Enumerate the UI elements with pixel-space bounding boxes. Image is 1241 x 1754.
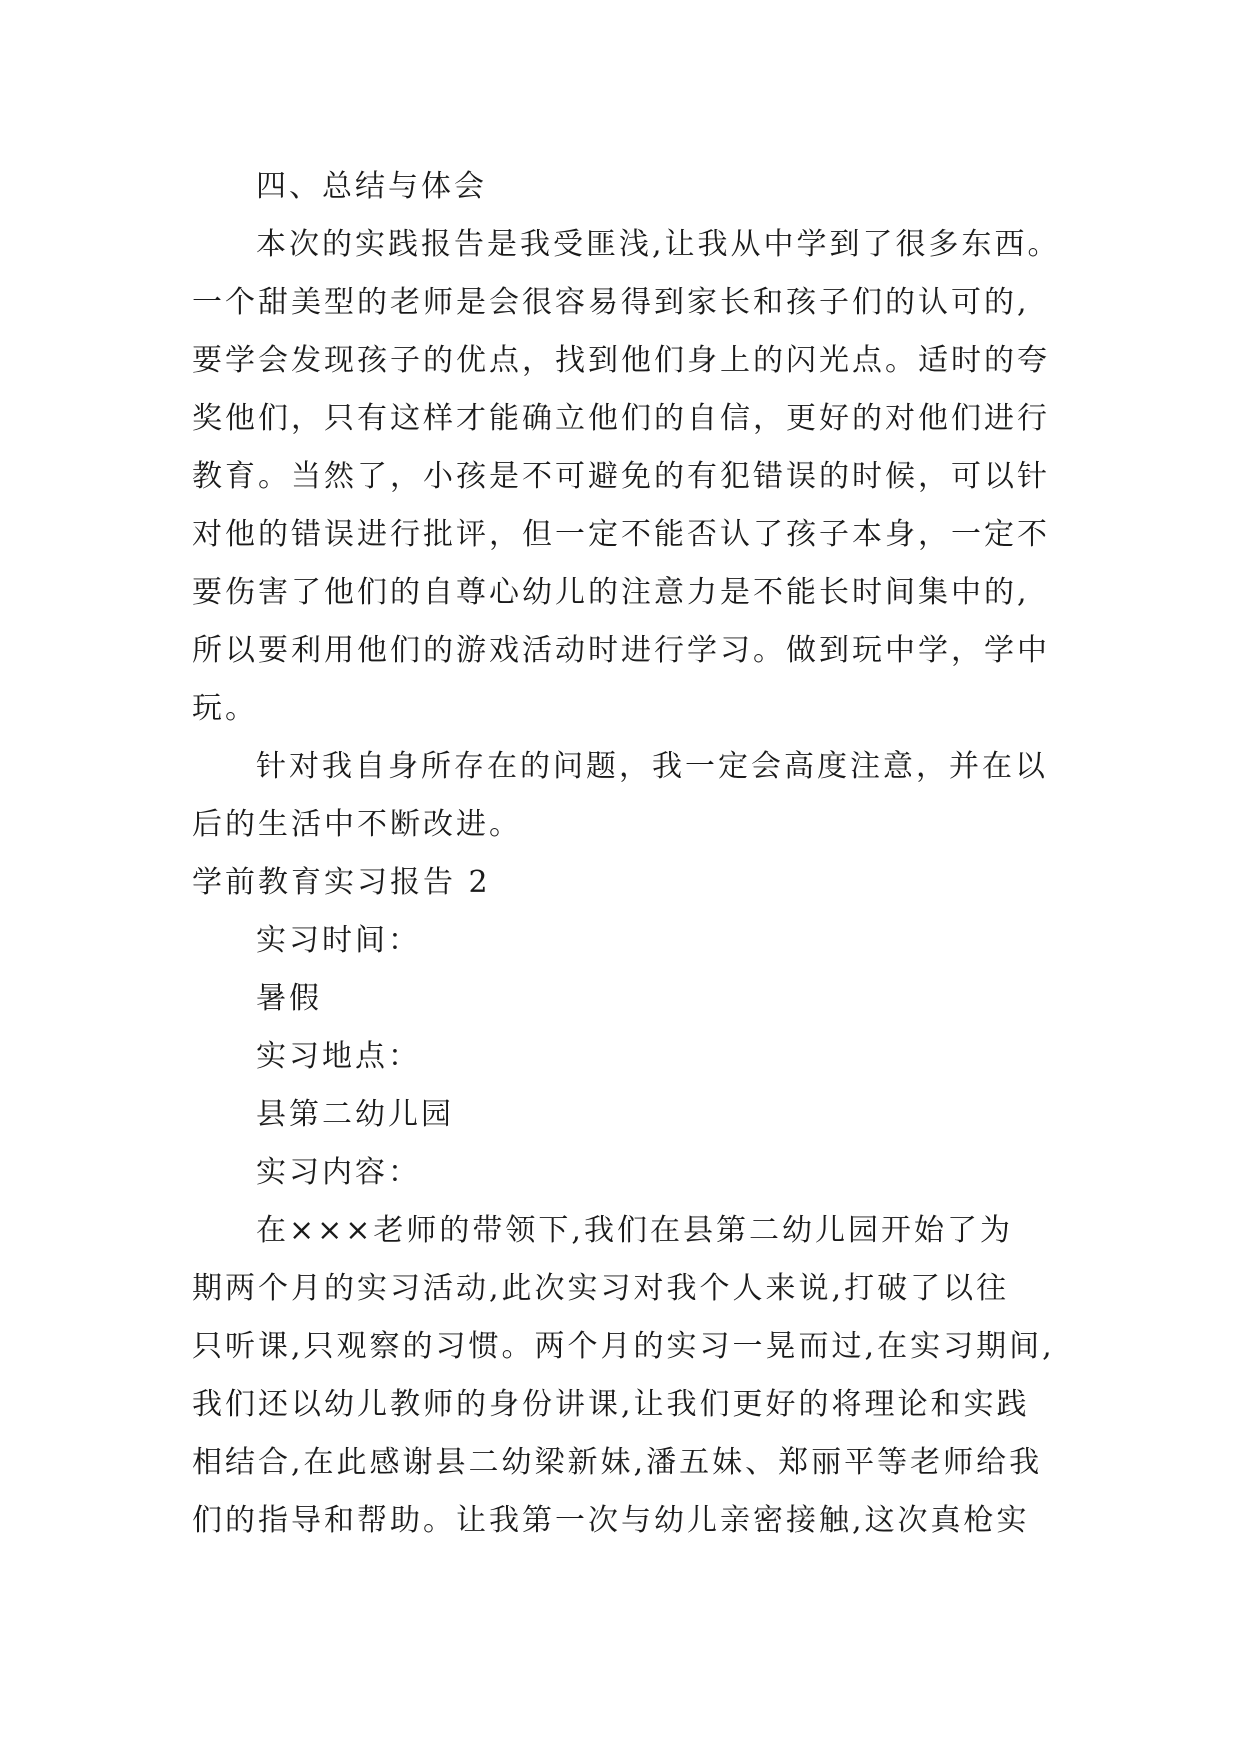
paragraph-line: 所以要利用他们的游戏活动时进行学习。做到玩中学，学中: [192, 633, 1050, 668]
paragraph-line: 教育。当然了，小孩是不可避免的有犯错误的时候，可以针: [192, 459, 1050, 494]
field-value-location: 县第二幼儿园: [256, 1097, 454, 1132]
document-body: [192, 158, 1062, 1550]
paragraph-line: 本次的实践报告是我受匪浅,让我从中学到了很多东西。: [256, 227, 1061, 262]
field-label-content: 实习内容：: [256, 1155, 421, 1190]
paragraph-line: 相结合,在此感谢县二幼梁新妹,潘五妹、郑丽平等老师给我: [192, 1445, 1043, 1480]
paragraph-line: 我们还以幼儿教师的身份讲课,让我们更好的将理论和实践: [192, 1387, 1030, 1422]
paragraph-line: 玩。: [192, 691, 258, 726]
paragraph-line: 在×××老师的带领下,我们在县第二幼儿园开始了为: [256, 1213, 1013, 1248]
report-title: 学前教育实习报告 2: [192, 865, 491, 900]
paragraph-line: 一个甜美型的老师是会很容易得到家长和孩子们的认可的,: [192, 285, 1030, 320]
paragraph-line: 后的生活中不断改进。: [192, 807, 522, 842]
paragraph-line: 们的指导和帮助。让我第一次与幼儿亲密接触,这次真枪实: [192, 1503, 1030, 1538]
paragraph-line: 只听课,只观察的习惯。两个月的实习一晃而过,在实习期间,: [192, 1329, 1055, 1364]
paragraph-line: 期两个月的实习活动,此次实习对我个人来说,打破了以往: [192, 1271, 1010, 1306]
paragraph-line: 要学会发现孩子的优点，找到他们身上的闪光点。适时的夸: [192, 343, 1050, 378]
paragraph-line: 针对我自身所存在的问题，我一定会高度注意，并在以: [256, 749, 1048, 784]
section-heading-summary: 四、总结与体会: [256, 169, 487, 204]
field-value-time: 暑假: [256, 981, 322, 1016]
field-label-time: 实习时间：: [256, 923, 421, 958]
field-label-location: 实习地点：: [256, 1039, 421, 1074]
paragraph-line: 奖他们，只有这样才能确立他们的自信，更好的对他们进行: [192, 401, 1050, 436]
paragraph-line: 对他的错误进行批评，但一定不能否认了孩子本身，一定不: [192, 517, 1050, 552]
paragraph-line: 要伤害了他们的自尊心幼儿的注意力是不能长时间集中的,: [192, 575, 1030, 610]
